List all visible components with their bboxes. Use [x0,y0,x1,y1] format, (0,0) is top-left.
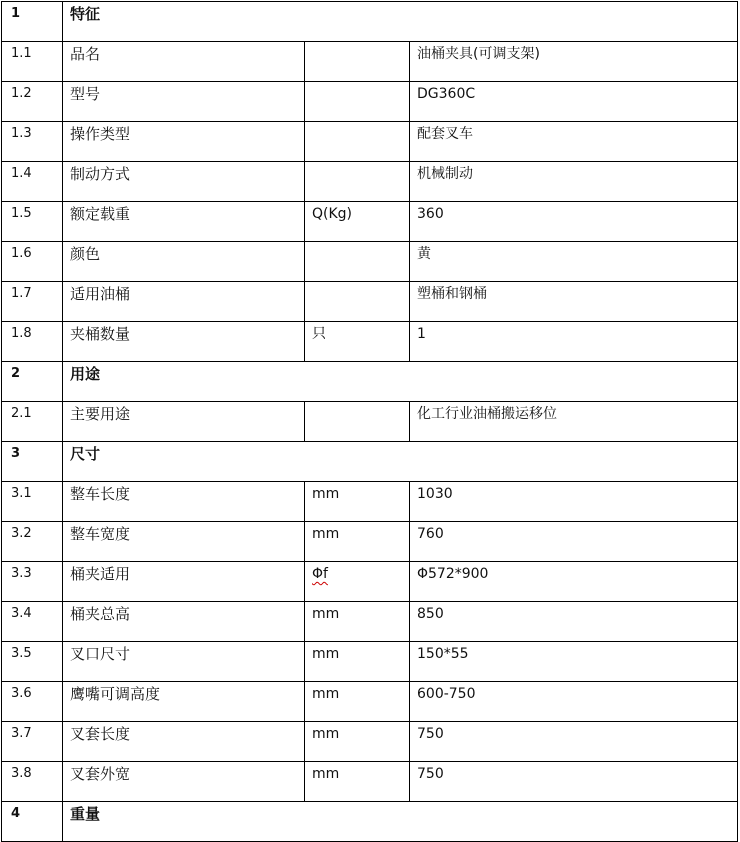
item-value: 1030 [410,482,738,522]
table-row [2,722,738,762]
unit-text: mm [312,686,340,702]
item-number: 3.2 [2,522,63,562]
table-row [2,42,738,82]
table-row [2,122,738,162]
table-row [2,602,738,642]
item-name: 鹰嘴可调高度 [63,682,305,722]
item-unit [305,42,410,82]
item-name: 主要用途 [63,402,305,442]
table-row [2,82,738,122]
item-unit [305,482,410,522]
item-unit [305,122,410,162]
section-number: 1 [2,2,63,42]
section-title: 尺寸 [63,442,738,482]
item-number: 3.1 [2,482,63,522]
unit-text: mm [312,526,340,542]
spec-table [1,1,738,842]
item-name: 夹桶数量 [63,322,305,362]
item-name: 叉口尺寸 [63,642,305,682]
table-row [2,202,738,242]
item-name: 额定载重 [63,202,305,242]
item-value: 塑桶和钢桶 [410,282,738,322]
item-name: 整车宽度 [63,522,305,562]
table-row [2,562,738,602]
item-value: 360 [410,202,738,242]
section-number: 4 [2,802,63,842]
item-unit [305,722,410,762]
item-number: 1.8 [2,322,63,362]
table-row [2,402,738,442]
item-number: 1.6 [2,242,63,282]
unit-text: 只 [312,326,326,342]
section-number: 2 [2,362,63,402]
section-row [2,802,738,842]
section-number: 3 [2,442,63,482]
item-name: 整车长度 [63,482,305,522]
unit-text: mm [312,726,340,742]
item-name: 桶夹适用 [63,562,305,602]
item-number: 3.8 [2,762,63,802]
table-row [2,762,738,802]
section-row [2,442,738,482]
item-value: 配套叉车 [410,122,738,162]
item-number: 3.3 [2,562,63,602]
item-value: 机械制动 [410,162,738,202]
item-name: 制动方式 [63,162,305,202]
item-value: Φ572*900 [410,562,738,602]
section-title: 特征 [63,2,738,42]
section-title: 用途 [63,362,738,402]
item-name: 桶夹总高 [63,602,305,642]
unit-text: Φf [312,566,328,582]
item-value: 750 [410,762,738,802]
item-number: 1.1 [2,42,63,82]
item-value: 760 [410,522,738,562]
unit-text: mm [312,606,340,622]
item-number: 3.5 [2,642,63,682]
item-value: 600-750 [410,682,738,722]
item-number: 3.6 [2,682,63,722]
item-name: 颜色 [63,242,305,282]
table-row [2,482,738,522]
unit-text: Q(Kg) [312,206,353,222]
item-value: 150*55 [410,642,738,682]
item-unit [305,602,410,642]
item-number: 1.3 [2,122,63,162]
section-row [2,362,738,402]
item-value: 1 [410,322,738,362]
item-name: 叉套外宽 [63,762,305,802]
item-name: 叉套长度 [63,722,305,762]
item-number: 3.7 [2,722,63,762]
item-name: 操作类型 [63,122,305,162]
item-name: 品名 [63,42,305,82]
item-value: 850 [410,602,738,642]
item-number: 1.5 [2,202,63,242]
item-unit [305,402,410,442]
section-row [2,2,738,42]
item-unit [305,642,410,682]
item-unit [305,682,410,722]
table-row [2,162,738,202]
item-unit [305,202,410,242]
item-value: 油桶夹具(可调支架) [410,42,738,82]
unit-text: mm [312,766,340,782]
item-number: 3.4 [2,602,63,642]
table-row [2,682,738,722]
table-row [2,282,738,322]
table-row [2,642,738,682]
unit-text: mm [312,646,340,662]
item-value: DG360C [410,82,738,122]
item-name: 适用油桶 [63,282,305,322]
item-unit [305,282,410,322]
item-number: 1.4 [2,162,63,202]
item-unit [305,82,410,122]
item-unit [305,242,410,282]
item-unit [305,322,410,362]
table-row [2,322,738,362]
item-value: 化工行业油桶搬运移位 [410,402,738,442]
item-value: 750 [410,722,738,762]
item-unit [305,762,410,802]
item-value: 黄 [410,242,738,282]
unit-text: mm [312,486,340,502]
section-title: 重量 [63,802,738,842]
item-name: 型号 [63,82,305,122]
item-number: 1.2 [2,82,63,122]
item-unit [305,162,410,202]
item-unit [305,562,410,602]
table-row [2,242,738,282]
item-unit [305,522,410,562]
item-number: 2.1 [2,402,63,442]
table-row [2,522,738,562]
item-number: 1.7 [2,282,63,322]
